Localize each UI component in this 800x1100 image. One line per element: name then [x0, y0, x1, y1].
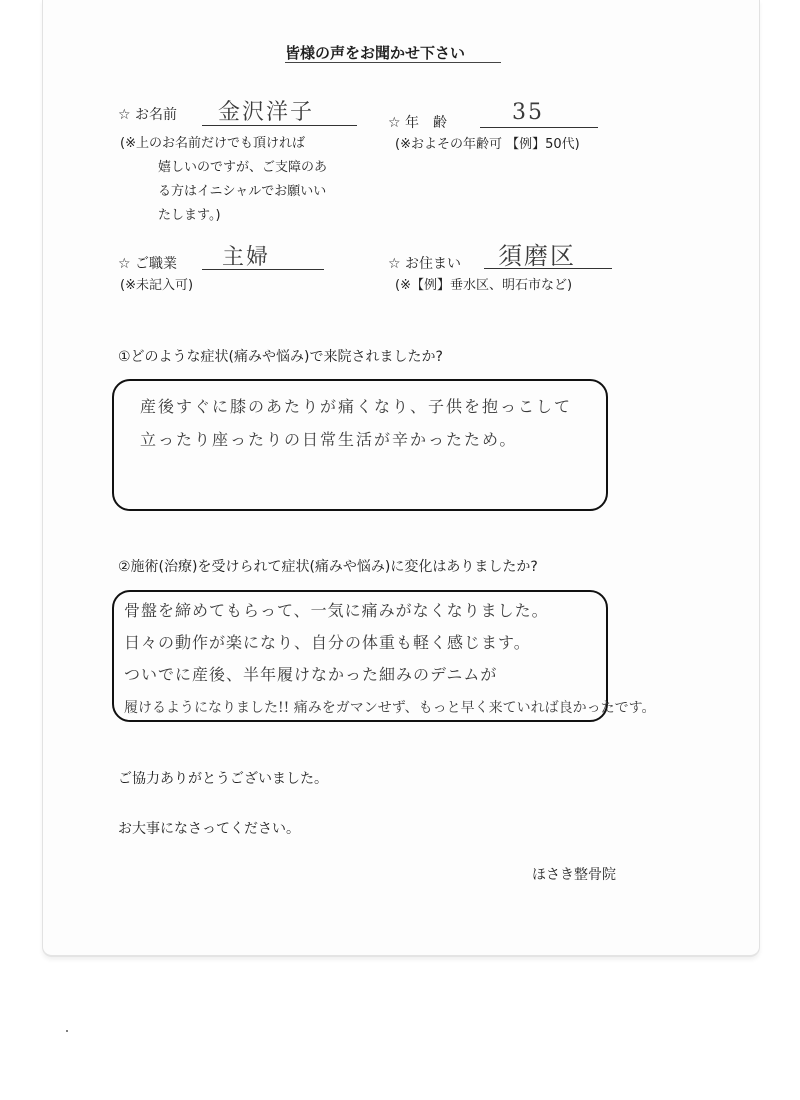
closing-thanks: ご協力ありがとうございました。: [118, 771, 328, 787]
age-value: 35: [512, 100, 544, 125]
occupation-value: 主婦: [222, 245, 271, 270]
name-note-line-2: 嬉しいのですが、ご支障のあ: [158, 160, 328, 175]
answer-2-line-1: 骨盤を締めてもらって、一気に痛みがなくなりました。: [124, 601, 549, 620]
answer-2-line-4: 履けるようになりました!! 痛みをガマンせず、もっと早く来ていれば良かったです。: [124, 700, 656, 716]
answer-2-line-3: ついでに産後、半年履けなかった細みのデニムが: [124, 665, 498, 684]
name-label: ☆ お名前: [118, 107, 178, 123]
age-label: ☆ 年 齢: [388, 115, 448, 131]
scan-speck: [66, 1030, 68, 1032]
question-1: ①どのような症状(痛みや悩み)で来院されましたか?: [118, 349, 443, 365]
occupation-underline: [202, 269, 324, 270]
title-underline: [285, 62, 501, 63]
age-underline: [480, 127, 598, 128]
name-note-line-1: (※上のお名前だけでも頂ければ: [120, 136, 305, 151]
name-note-line-4: たします。): [158, 208, 221, 223]
question-2: ②施術(治療)を受けられて症状(痛みや悩み)に変化はありましたか?: [118, 559, 538, 575]
residence-value: 須磨区: [498, 242, 576, 270]
page-title: 皆様の声をお聞かせ下さい: [285, 44, 466, 62]
closing-wish: お大事になさってください。: [118, 821, 300, 837]
answer-1-line-2: 立ったり座ったりの日常生活が辛かったため。: [140, 430, 518, 449]
residence-label: ☆ お住まい: [388, 256, 462, 272]
name-value: 金沢洋子: [218, 100, 315, 125]
occupation-note: (※未記入可): [120, 278, 194, 293]
name-underline: [202, 125, 357, 126]
residence-note: (※【例】垂水区、明石市など): [395, 278, 573, 293]
answer-2-line-2: 日々の動作が楽になり、自分の体重も軽く感じます。: [124, 633, 531, 652]
clinic-name: ほさき整骨院: [532, 867, 616, 883]
answer-1-line-1: 産後すぐに膝のあたりが痛くなり、子供を抱っこして: [140, 397, 573, 416]
age-note: (※およその年齢可 【例】50代): [395, 137, 580, 152]
residence-underline: [484, 268, 612, 269]
occupation-label: ☆ ご職業: [118, 256, 178, 272]
name-note-line-3: る方はイニシャルでお願いい: [158, 184, 327, 199]
